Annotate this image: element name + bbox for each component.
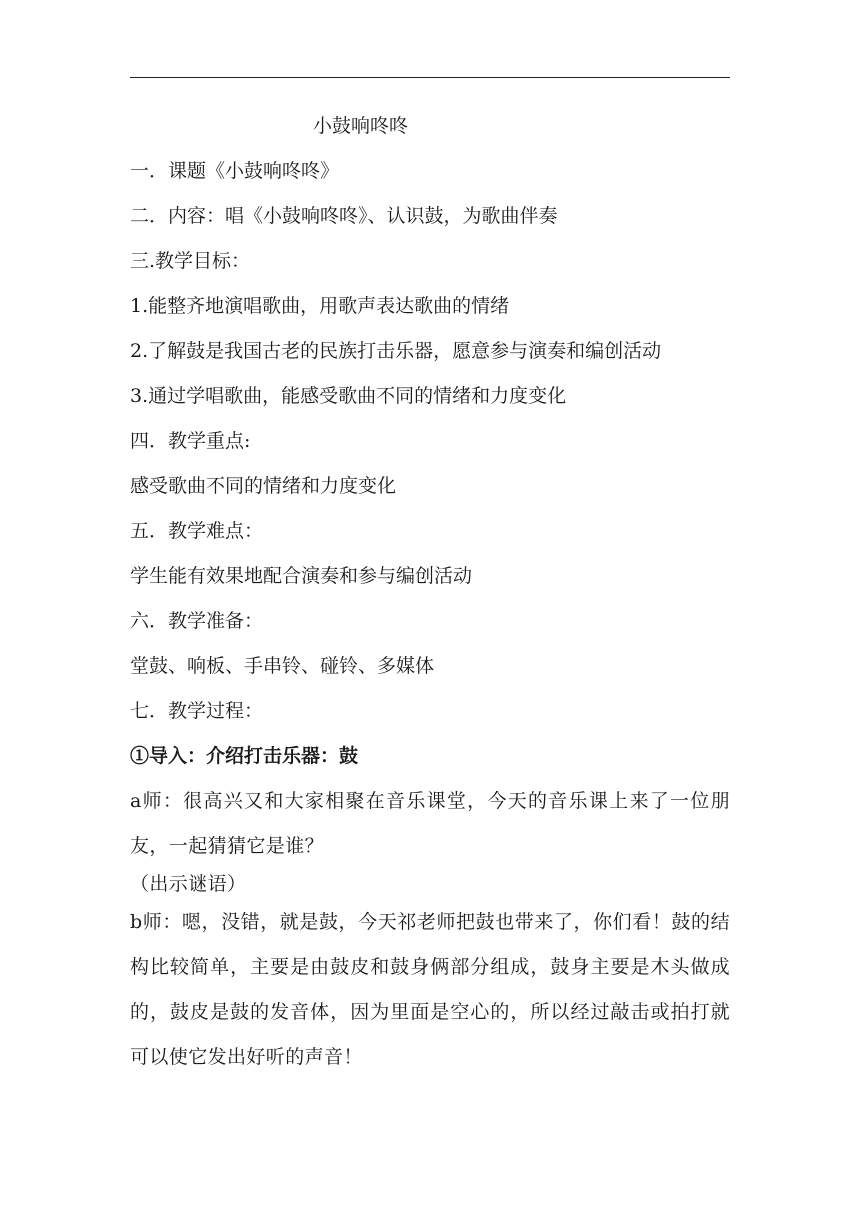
content-line: 二．内容：唱《小鼓响咚咚》、认识鼓，为歌曲伴奏	[130, 205, 558, 227]
objective-1: 1.能整齐地演唱歌曲，用歌声表达歌曲的情绪	[130, 295, 510, 317]
process-heading: 七．教学过程：	[130, 700, 264, 722]
intro-step: ①导入：介绍打击乐器：鼓	[130, 745, 359, 767]
topic-line: 一．课题《小鼓响咚咚》	[130, 160, 340, 182]
paragraph-b: b师：嗯，没错，就是鼓，今天祁老师把鼓也带来了，你们看！鼓的结构比较简单，主要是由鼓皮和鼓身俩部分组成，鼓身主要是木头做成的，鼓皮是鼓的发音体，因为里面是空心的，所以经过敲击或拍打就可以使它发出好听的声音！	[130, 911, 730, 1068]
paragraph-a: a师：很高兴又和大家相聚在音乐课堂，今天的音乐课上来了一位朋友，一起猜猜它是谁？	[130, 790, 730, 857]
preparation-heading: 六．教学准备：	[130, 610, 264, 632]
difficulties-heading: 五．教学难点：	[130, 520, 264, 542]
key-points-text: 感受歌曲不同的情绪和力度变化	[130, 475, 397, 497]
objective-3: 3.通过学唱歌曲，能感受歌曲不同的情绪和力度变化	[130, 385, 567, 407]
difficulties-text: 学生能有效果地配合演奏和参与编创活动	[130, 565, 473, 587]
header-rule	[130, 77, 730, 78]
objectives-heading: 三.教学目标：	[130, 250, 251, 272]
document-body	[130, 111, 730, 1080]
preparation-text: 堂鼓、响板、手串铃、碰铃、多媒体	[130, 655, 435, 677]
key-points-heading: 四．教学重点:	[130, 430, 251, 452]
document-title: 小鼓响咚咚	[313, 115, 409, 137]
objective-2: 2.了解鼓是我国古老的民族打击乐器，愿意参与演奏和编创活动	[130, 340, 662, 362]
note-line: （出示谜语）	[130, 873, 247, 895]
